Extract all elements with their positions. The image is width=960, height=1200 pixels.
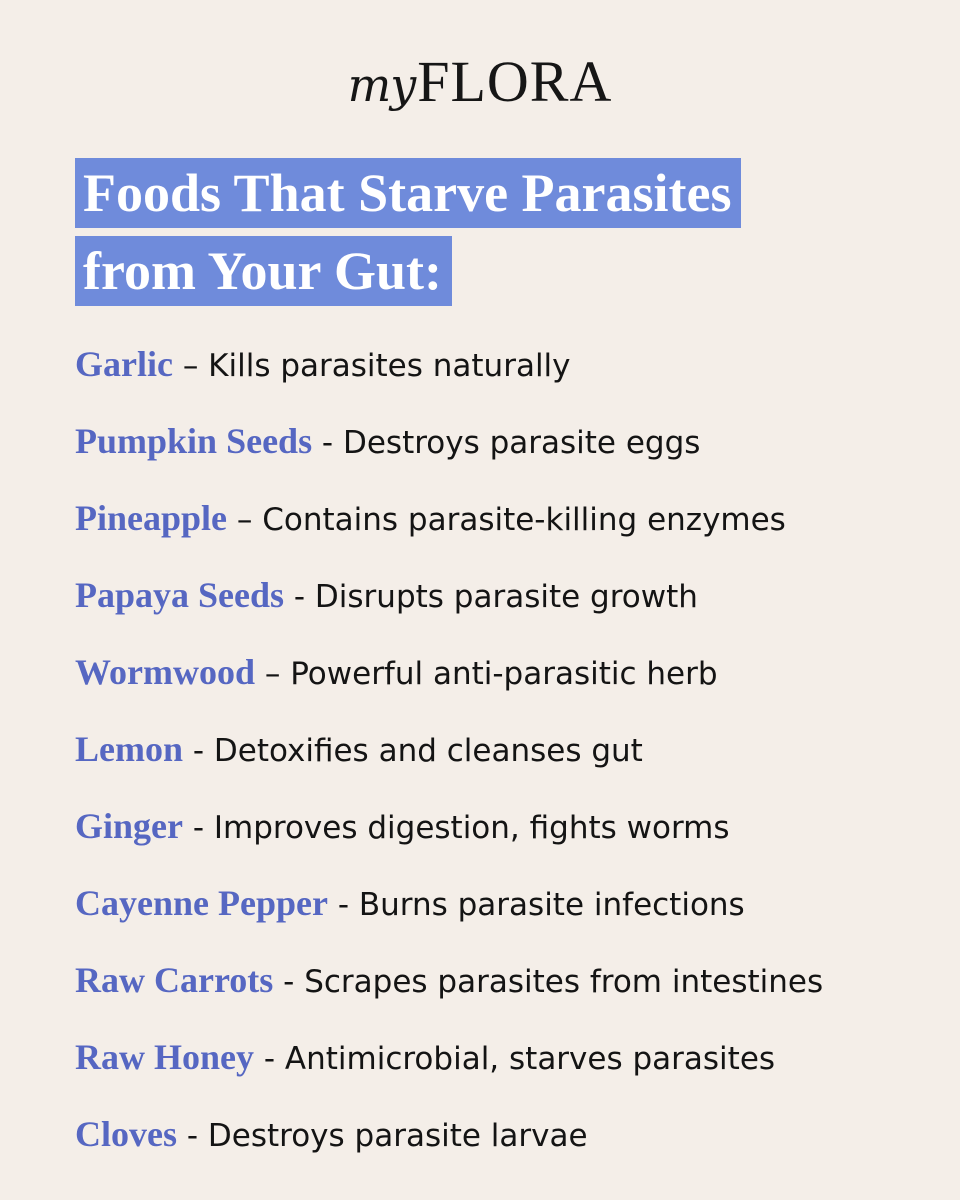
headline-line-1: Foods That Starve Parasites — [75, 158, 741, 228]
food-description: - Detoxifies and cleanses gut — [183, 733, 643, 769]
list-item — [75, 800, 823, 877]
food-description: - Improves digestion, fights worms — [182, 810, 730, 846]
food-name: Lemon — [75, 729, 183, 769]
brand-logo — [0, 48, 960, 115]
food-list — [75, 338, 823, 1185]
list-item — [75, 646, 823, 723]
list-item — [75, 723, 823, 800]
food-name: Cayenne Pepper — [75, 883, 328, 923]
food-description: - Destroys parasite eggs — [312, 425, 701, 461]
list-item — [75, 338, 823, 415]
food-name: Cloves — [75, 1114, 177, 1154]
food-name: Garlic — [75, 344, 173, 384]
food-name: Wormwood — [75, 652, 255, 692]
food-description: - Antimicrobial, starves parasites — [254, 1041, 776, 1077]
list-item — [75, 877, 823, 954]
food-description: – Powerful anti-parasitic herb — [255, 656, 718, 692]
headline-line-2: from Your Gut: — [75, 236, 452, 306]
food-name: Raw Honey — [75, 1037, 254, 1077]
food-name: Pineapple — [75, 498, 228, 538]
food-description: – Kills parasites naturally — [172, 348, 571, 384]
list-item — [75, 415, 823, 492]
brand-prefix: my — [347, 58, 416, 112]
food-name: Ginger — [75, 806, 183, 846]
food-name: Papaya Seeds — [75, 575, 285, 615]
list-item — [75, 1108, 823, 1185]
food-description: - Burns parasite infections — [327, 887, 745, 923]
brand-name: FLORA — [417, 49, 613, 114]
list-item — [75, 492, 823, 569]
list-item — [75, 569, 823, 646]
food-description: - Disrupts parasite growth — [284, 579, 698, 615]
list-item — [75, 1031, 823, 1108]
list-item — [75, 954, 823, 1031]
food-description: - Scrapes parasites from intestines — [273, 964, 824, 1000]
food-description: – Contains parasite-killing enzymes — [227, 502, 786, 538]
food-description: - Destroys parasite larvae — [177, 1118, 588, 1154]
food-name: Raw Carrots — [75, 960, 274, 1000]
food-name: Pumpkin Seeds — [75, 421, 313, 461]
headline — [75, 158, 741, 314]
